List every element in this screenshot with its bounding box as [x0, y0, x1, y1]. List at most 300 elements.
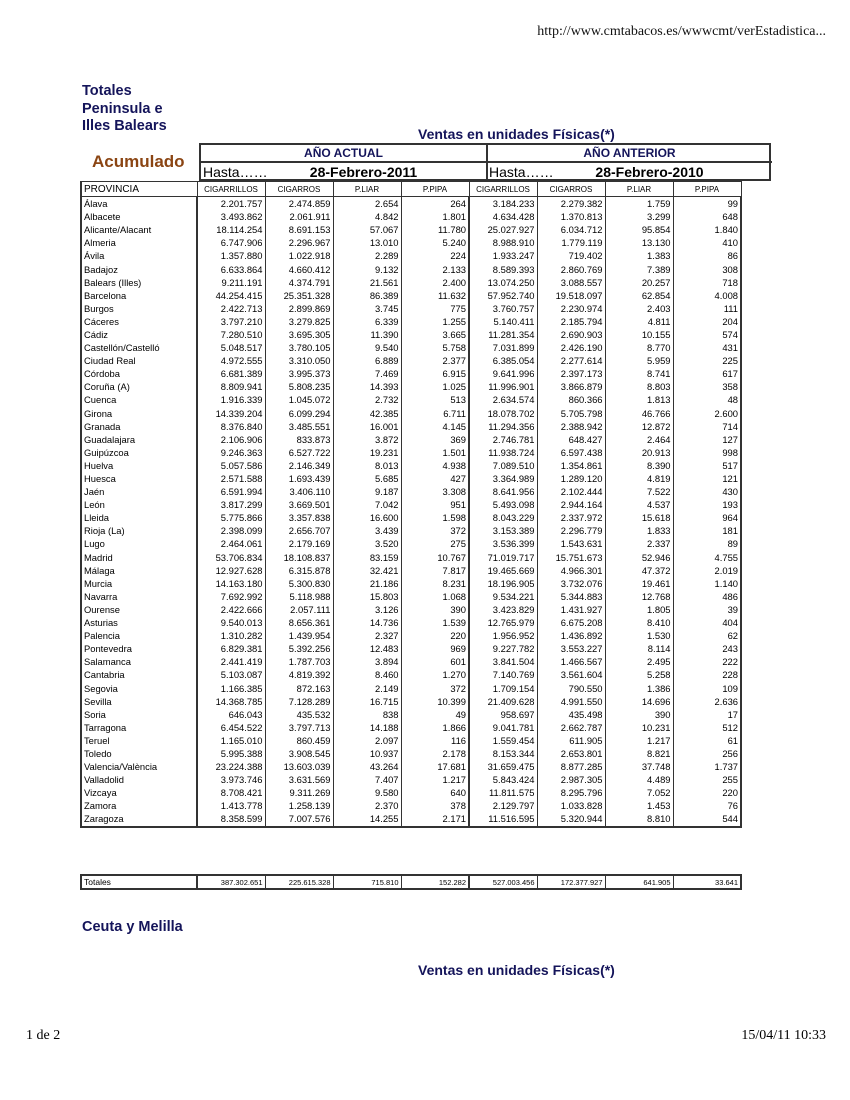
region-title-line: Totales	[82, 83, 132, 99]
cell-value: 1.439.954	[265, 629, 333, 642]
cell-value: 15.751.673	[537, 551, 605, 564]
cell-value: 1.033.828	[537, 799, 605, 812]
cell-value: 410	[673, 236, 741, 249]
cell-value: 4.374.791	[265, 276, 333, 289]
cell-value: 9.246.363	[197, 446, 265, 459]
cell-value: 2.636	[673, 695, 741, 708]
cell-value: 2.732	[333, 393, 401, 406]
cell-value: 32.421	[333, 564, 401, 577]
table-row	[81, 197, 741, 211]
print-timestamp: 15/04/11 10:33	[741, 1028, 826, 1043]
cell-value: 86	[673, 249, 741, 262]
cell-value: 61	[673, 734, 741, 747]
cell-value: 71.019.717	[469, 551, 537, 564]
cell-value: 1.466.567	[537, 655, 605, 668]
province-name: Álava	[81, 197, 197, 211]
cell-value: 513	[401, 393, 469, 406]
cell-value: 83.159	[333, 551, 401, 564]
cell-value: 11.811.575	[469, 786, 537, 799]
province-name: Valencia/València	[81, 760, 197, 773]
cell-value: 1.559.454	[469, 734, 537, 747]
province-name: Rioja (La)	[81, 524, 197, 537]
cell-value: 6.099.294	[265, 407, 333, 420]
cell-value: 4.755	[673, 551, 741, 564]
cell-value: 2.464.061	[197, 537, 265, 550]
total-value: 715.810	[333, 875, 401, 889]
province-name: Granada	[81, 420, 197, 433]
cell-value: 3.439	[333, 524, 401, 537]
cell-value: 1.598	[401, 511, 469, 524]
cell-value: 3.299	[605, 210, 673, 223]
cell-value: 872.163	[265, 681, 333, 694]
cell-value: 3.184.233	[469, 197, 537, 211]
cell-value: 57.952.740	[469, 289, 537, 302]
cell-value: 11.938.724	[469, 446, 537, 459]
cell-value: 430	[673, 485, 741, 498]
cell-value: 8.708.421	[197, 786, 265, 799]
province-name: León	[81, 498, 197, 511]
cell-value: 6.633.864	[197, 262, 265, 275]
column-header: CIGARROS	[537, 182, 605, 197]
cell-value: 7.407	[333, 773, 401, 786]
cell-value: 19.518.097	[537, 289, 605, 302]
region-title-line: Peninsula e	[82, 100, 163, 117]
cell-value: 1.258.139	[265, 799, 333, 812]
cell-value: 1.866	[401, 721, 469, 734]
province-name: Zamora	[81, 799, 197, 812]
cell-value: 20.257	[605, 276, 673, 289]
table-row	[81, 642, 741, 655]
table-body	[81, 197, 741, 827]
cell-value: 6.915	[401, 367, 469, 380]
province-name: Ciudad Real	[81, 354, 197, 367]
cell-value: 4.008	[673, 289, 741, 302]
cell-value: 5.140.411	[469, 315, 537, 328]
cell-value: 5.240	[401, 236, 469, 249]
cell-value: 833.873	[265, 433, 333, 446]
cell-value: 220	[401, 629, 469, 642]
cell-value: 1.310.282	[197, 629, 265, 642]
cell-value: 53.706.834	[197, 551, 265, 564]
cell-value: 222	[673, 655, 741, 668]
cell-value: 4.660.412	[265, 262, 333, 275]
cell-value: 228	[673, 668, 741, 681]
cell-value: 3.894	[333, 655, 401, 668]
cell-value: 1.386	[605, 681, 673, 694]
cell-value: 574	[673, 328, 741, 341]
cell-value: 6.339	[333, 315, 401, 328]
cell-value: 9.041.781	[469, 721, 537, 734]
cell-value: 544	[673, 812, 741, 826]
cell-value: 1.165.010	[197, 734, 265, 747]
province-name: Guipúzcoa	[81, 446, 197, 459]
cell-value: 14.736	[333, 616, 401, 629]
cell-value: 12.872	[605, 420, 673, 433]
province-name: Navarra	[81, 590, 197, 603]
cell-value: 52.946	[605, 551, 673, 564]
cell-value: 1.255	[401, 315, 469, 328]
table-row	[81, 367, 741, 380]
cell-value: 1.022.918	[265, 249, 333, 262]
cell-value: 11.996.901	[469, 380, 537, 393]
cell-value: 1.543.631	[537, 537, 605, 550]
cell-value: 6.675.208	[537, 616, 605, 629]
province-name: Huelva	[81, 459, 197, 472]
cell-value: 2.179.169	[265, 537, 333, 550]
cell-value: 435.498	[537, 708, 605, 721]
province-name: Lleida	[81, 511, 197, 524]
cell-value: 18.196.905	[469, 577, 537, 590]
cell-value: 2.654	[333, 197, 401, 211]
total-value: 387.302.651	[197, 875, 265, 889]
cell-value: 20.913	[605, 446, 673, 459]
table-row	[81, 760, 741, 773]
cell-value: 4.537	[605, 498, 673, 511]
cell-value: 2.600	[673, 407, 741, 420]
table-row	[81, 564, 741, 577]
cell-value: 8.656.361	[265, 616, 333, 629]
cell-value: 6.591.994	[197, 485, 265, 498]
cell-value: 1.289.120	[537, 472, 605, 485]
table-row	[81, 629, 741, 642]
table-row	[81, 812, 741, 826]
cell-value: 8.390	[605, 459, 673, 472]
cell-value: 3.153.389	[469, 524, 537, 537]
cell-value: 517	[673, 459, 741, 472]
cell-value: 969	[401, 642, 469, 655]
province-name: Toledo	[81, 747, 197, 760]
current-year-date: 28-Febrero-2011	[309, 164, 418, 180]
hasta-label: Hasta……	[489, 164, 554, 180]
cell-value: 3.631.569	[265, 773, 333, 786]
cell-value: 2.944.164	[537, 498, 605, 511]
cell-value: 23.224.388	[197, 760, 265, 773]
cell-value: 86.389	[333, 289, 401, 302]
cell-value: 17	[673, 708, 741, 721]
cell-value: 1.779.119	[537, 236, 605, 249]
total-value: 225.615.328	[265, 875, 333, 889]
cell-value: 11.780	[401, 223, 469, 236]
previous-year-date: 28-Febrero-2010	[595, 164, 704, 180]
table-row	[81, 276, 741, 289]
table-row	[81, 472, 741, 485]
cell-value: 17.681	[401, 760, 469, 773]
cell-value: 3.695.305	[265, 328, 333, 341]
cell-value: 8.231	[401, 577, 469, 590]
cell-value: 21.186	[333, 577, 401, 590]
province-name: Tarragona	[81, 721, 197, 734]
cell-value: 3.760.757	[469, 302, 537, 315]
cell-value: 31.659.475	[469, 760, 537, 773]
cell-value: 4.634.428	[469, 210, 537, 223]
cell-value: 7.042	[333, 498, 401, 511]
cell-value: 3.669.501	[265, 498, 333, 511]
cell-value: 7.389	[605, 262, 673, 275]
cell-value: 7.089.510	[469, 459, 537, 472]
cell-value: 4.819.392	[265, 668, 333, 681]
cell-value: 958.697	[469, 708, 537, 721]
acumulado-label: Acumulado	[92, 152, 185, 171]
province-name: Guadalajara	[81, 433, 197, 446]
cell-value: 3.308	[401, 485, 469, 498]
totals-table	[80, 874, 742, 890]
cell-value: 718	[673, 276, 741, 289]
cell-value: 8.013	[333, 459, 401, 472]
cell-value: 8.821	[605, 747, 673, 760]
cell-value: 427	[401, 472, 469, 485]
province-name: Balears (Illes)	[81, 276, 197, 289]
province-name: Cantabria	[81, 668, 197, 681]
cell-value: 4.819	[605, 472, 673, 485]
cell-value: 5.258	[605, 668, 673, 681]
province-name: Castellón/Castelló	[81, 341, 197, 354]
cell-value: 372	[401, 681, 469, 694]
table-row	[81, 236, 741, 249]
total-value: 33.641	[673, 875, 741, 889]
cell-value: 9.540.013	[197, 616, 265, 629]
previous-year-header	[487, 145, 772, 179]
cell-value: 3.797.210	[197, 315, 265, 328]
cell-value: 5.057.586	[197, 459, 265, 472]
cell-value: 8.589.393	[469, 262, 537, 275]
cell-value: 3.520	[333, 537, 401, 550]
province-name: Valladolid	[81, 773, 197, 786]
cell-value: 3.279.825	[265, 315, 333, 328]
cell-value: 5.758	[401, 341, 469, 354]
cell-value: 2.899.869	[265, 302, 333, 315]
cell-value: 9.641.996	[469, 367, 537, 380]
cell-value: 7.128.289	[265, 695, 333, 708]
cell-value: 9.227.782	[469, 642, 537, 655]
cell-value: 8.988.910	[469, 236, 537, 249]
table-row	[81, 708, 741, 721]
cell-value: 8.691.153	[265, 223, 333, 236]
cell-value: 11.294.356	[469, 420, 537, 433]
cell-value: 46.766	[605, 407, 673, 420]
cell-value: 89	[673, 537, 741, 550]
cell-value: 1.383	[605, 249, 673, 262]
cell-value: 1.354.861	[537, 459, 605, 472]
cell-value: 5.493.098	[469, 498, 537, 511]
cell-value: 4.489	[605, 773, 673, 786]
province-name: Segovia	[81, 681, 197, 694]
current-year-header	[201, 145, 488, 179]
cell-value: 62.854	[605, 289, 673, 302]
cell-value: 8.770	[605, 341, 673, 354]
cell-value: 512	[673, 721, 741, 734]
table-row	[81, 341, 741, 354]
cell-value: 1.436.892	[537, 629, 605, 642]
table-row	[81, 302, 741, 315]
table-row	[81, 459, 741, 472]
cell-value: 2.662.787	[537, 721, 605, 734]
cell-value: 4.842	[333, 210, 401, 223]
hasta-label: Hasta……	[203, 164, 268, 180]
cell-value: 998	[673, 446, 741, 459]
province-name: Coruña (A)	[81, 380, 197, 393]
cell-value: 224	[401, 249, 469, 262]
cell-value: 5.808.235	[265, 380, 333, 393]
cell-value: 16.001	[333, 420, 401, 433]
cell-value: 16.600	[333, 511, 401, 524]
table-row	[81, 551, 741, 564]
cell-value: 19.461	[605, 577, 673, 590]
province-name: Murcia	[81, 577, 197, 590]
cell-value: 18.108.837	[265, 551, 333, 564]
table-row	[81, 616, 741, 629]
table-row	[81, 380, 741, 393]
cell-value: 193	[673, 498, 741, 511]
cell-value: 8.043.229	[469, 511, 537, 524]
cell-value: 1.431.927	[537, 603, 605, 616]
cell-value: 11.390	[333, 328, 401, 341]
cell-value: 964	[673, 511, 741, 524]
cell-value: 14.696	[605, 695, 673, 708]
cell-value: 3.126	[333, 603, 401, 616]
cell-value: 1.270	[401, 668, 469, 681]
cell-value: 8.641.956	[469, 485, 537, 498]
cell-value: 2.185.794	[537, 315, 605, 328]
cell-value: 3.817.299	[197, 498, 265, 511]
cell-value: 3.561.604	[537, 668, 605, 681]
cell-value: 256	[673, 747, 741, 760]
cell-value: 2.422.713	[197, 302, 265, 315]
cell-value: 617	[673, 367, 741, 380]
cell-value: 6.385.054	[469, 354, 537, 367]
cell-value: 2.397.173	[537, 367, 605, 380]
cell-value: 99	[673, 197, 741, 211]
cell-value: 611.905	[537, 734, 605, 747]
cell-value: 15.618	[605, 511, 673, 524]
cell-value: 12.927.628	[197, 564, 265, 577]
province-name: Palencia	[81, 629, 197, 642]
cell-value: 2.377	[401, 354, 469, 367]
cell-value: 308	[673, 262, 741, 275]
cell-value: 2.337.972	[537, 511, 605, 524]
cell-value: 11.632	[401, 289, 469, 302]
cell-value: 8.460	[333, 668, 401, 681]
cell-value: 14.255	[333, 812, 401, 826]
cell-value: 1.801	[401, 210, 469, 223]
cell-value: 8.376.840	[197, 420, 265, 433]
cell-value: 243	[673, 642, 741, 655]
cell-value: 2.327	[333, 629, 401, 642]
cell-value: 44.254.415	[197, 289, 265, 302]
province-name: Vizcaya	[81, 786, 197, 799]
cell-value: 3.493.862	[197, 210, 265, 223]
cell-value: 1.413.778	[197, 799, 265, 812]
period-header	[199, 143, 771, 181]
cell-value: 3.995.373	[265, 367, 333, 380]
cell-value: 4.145	[401, 420, 469, 433]
cell-value: 2.860.769	[537, 262, 605, 275]
cell-value: 4.938	[401, 459, 469, 472]
cell-value: 7.031.899	[469, 341, 537, 354]
cell-value: 9.187	[333, 485, 401, 498]
cell-value: 15.803	[333, 590, 401, 603]
cell-value: 2.146.349	[265, 459, 333, 472]
table-row	[81, 603, 741, 616]
cell-value: 2.149	[333, 681, 401, 694]
cell-value: 43.264	[333, 760, 401, 773]
cell-value: 3.088.557	[537, 276, 605, 289]
table-row	[81, 537, 741, 550]
province-name: Barcelona	[81, 289, 197, 302]
table-row	[81, 354, 741, 367]
cell-value: 372	[401, 524, 469, 537]
cell-value: 378	[401, 799, 469, 812]
cell-value: 3.841.504	[469, 655, 537, 668]
province-name: Soria	[81, 708, 197, 721]
cell-value: 2.106.906	[197, 433, 265, 446]
cell-value: 5.995.388	[197, 747, 265, 760]
total-value: 527.003.456	[469, 875, 537, 889]
province-name: Badajoz	[81, 262, 197, 275]
cell-value: 7.469	[333, 367, 401, 380]
cell-value: 8.809.941	[197, 380, 265, 393]
cell-value: 358	[673, 380, 741, 393]
cell-value: 390	[401, 603, 469, 616]
cell-value: 1.956.952	[469, 629, 537, 642]
cell-value: 3.866.879	[537, 380, 605, 393]
page-url: http://www.cmtabacos.es/wwwcmt/verEstadistica...	[537, 24, 826, 39]
cell-value: 1.787.703	[265, 655, 333, 668]
cell-value: 7.280.510	[197, 328, 265, 341]
table-row	[81, 524, 741, 537]
table-row	[81, 747, 741, 760]
cell-value: 8.358.599	[197, 812, 265, 826]
cell-value: 2.279.382	[537, 197, 605, 211]
cell-value: 1.813	[605, 393, 673, 406]
cell-value: 19.231	[333, 446, 401, 459]
cell-value: 2.337	[605, 537, 673, 550]
cell-value: 2.057.111	[265, 603, 333, 616]
table-row	[81, 223, 741, 236]
cell-value: 9.540	[333, 341, 401, 354]
cell-value: 2.061.911	[265, 210, 333, 223]
cell-value: 2.403	[605, 302, 673, 315]
cell-value: 5.843.424	[469, 773, 537, 786]
cell-value: 369	[401, 433, 469, 446]
current-year-date-row	[201, 163, 486, 181]
cell-value: 1.840	[673, 223, 741, 236]
cell-value: 5.392.256	[265, 642, 333, 655]
cell-value: 2.019	[673, 564, 741, 577]
cell-value: 5.320.944	[537, 812, 605, 826]
cell-value: 19.465.669	[469, 564, 537, 577]
cell-value: 2.201.757	[197, 197, 265, 211]
cell-value: 5.705.798	[537, 407, 605, 420]
cell-value: 6.711	[401, 407, 469, 420]
cell-value: 1.759	[605, 197, 673, 211]
cell-value: 6.527.722	[265, 446, 333, 459]
cell-value: 39	[673, 603, 741, 616]
cell-value: 12.765.979	[469, 616, 537, 629]
cell-value: 76	[673, 799, 741, 812]
cell-value: 1.140	[673, 577, 741, 590]
cell-value: 2.634.574	[469, 393, 537, 406]
table-row	[81, 315, 741, 328]
cell-value: 10.231	[605, 721, 673, 734]
cell-value: 8.295.796	[537, 786, 605, 799]
cell-value: 435.532	[265, 708, 333, 721]
cell-value: 5.775.866	[197, 511, 265, 524]
cell-value: 5.959	[605, 354, 673, 367]
cell-value: 2.653.801	[537, 747, 605, 760]
cell-value: 1.025	[401, 380, 469, 393]
cell-value: 1.833	[605, 524, 673, 537]
cell-value: 640	[401, 786, 469, 799]
